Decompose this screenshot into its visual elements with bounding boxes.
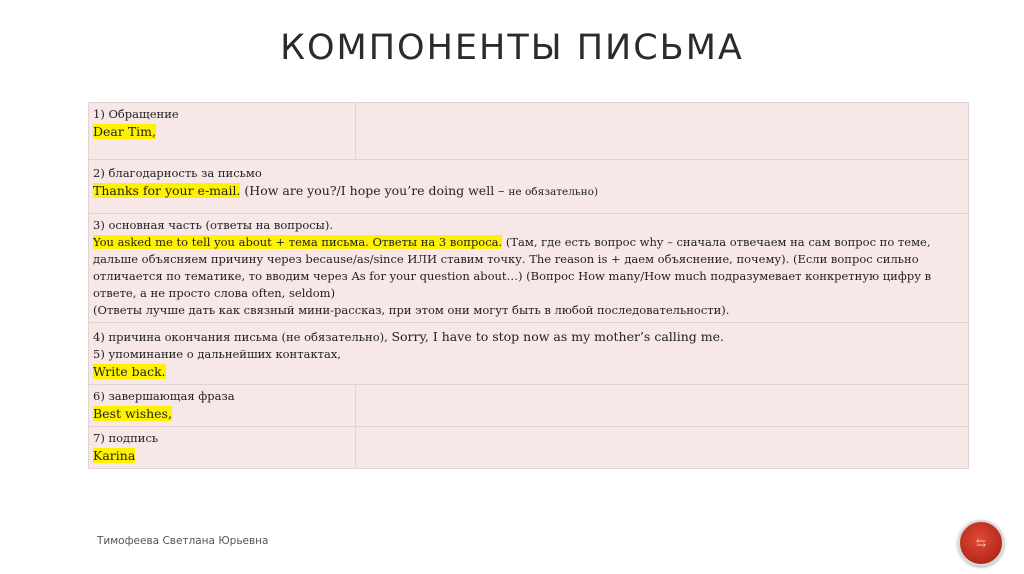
row-example: Write back. (93, 364, 166, 379)
row-label: 2) благодарность за письмо (93, 166, 262, 180)
table-row (89, 323, 969, 385)
cell-closing-phrase (89, 385, 356, 427)
empty-cell (356, 103, 969, 160)
table-row (89, 385, 969, 427)
row-example: Thanks for your e-mail. (93, 183, 241, 198)
table-row (89, 427, 969, 469)
row-example: Best wishes, (93, 406, 172, 421)
slide-title: КОМПОНЕНТЫ ПИСЬМА (280, 28, 744, 68)
nav-button[interactable] (958, 520, 1004, 566)
row-label: 7) подпись (93, 431, 159, 445)
cell-greeting (89, 103, 356, 160)
empty-cell (356, 385, 969, 427)
table-row (89, 160, 969, 214)
row-highlight: You asked me to tell you about + тема письма. Ответы на 3 вопроса. (93, 235, 503, 249)
cell-closing-reason (89, 323, 969, 385)
arrows-icon: ⇆ (975, 536, 987, 550)
row-label: 5) упоминание о дальнейших контактах, (93, 347, 341, 361)
row-label: 3) основная часть (ответы на вопросы). (93, 218, 333, 232)
row-example: Dear Tim, (93, 124, 156, 139)
row-text: (Там, где есть вопрос why – сначала отвечаем на сам вопрос по теме, дальше объясняем причину через because/as/since ИЛИ ставим точку. The reason is + даем объяснение, почему). (Если вопрос сильно отличается по тематике, то вводим через As for your question about…) (Вопрос How many/How much подразумевает конкретную цифру в ответе, а не просто слова often, seldom) (93, 235, 932, 300)
cell-signature (89, 427, 356, 469)
cell-main-part (89, 214, 969, 323)
row-label: 1) Обращение (93, 107, 179, 121)
row-example: Karina (93, 448, 136, 463)
empty-cell (356, 427, 969, 469)
cell-thanks (89, 160, 969, 214)
table-row (89, 214, 969, 323)
footer-author: Тимофеева Светлана Юрьевна (97, 535, 269, 547)
row-label: 4) причина окончания письма (не обязательно), (93, 330, 392, 344)
table-row (89, 103, 969, 160)
row-example: Sorry, I have to stop now as my mother’s calling me. (391, 329, 725, 344)
row-label: 6) завершающая фраза (93, 389, 235, 403)
letter-components-table (88, 102, 969, 469)
row-optional: не обязательно) (508, 186, 599, 198)
row-note: (How are you?/I hope you’re doing well – (240, 183, 509, 198)
row-text2: (Ответы лучше дать как связный мини-рассказ, при этом они могут быть в любой последовательности). (93, 303, 730, 317)
